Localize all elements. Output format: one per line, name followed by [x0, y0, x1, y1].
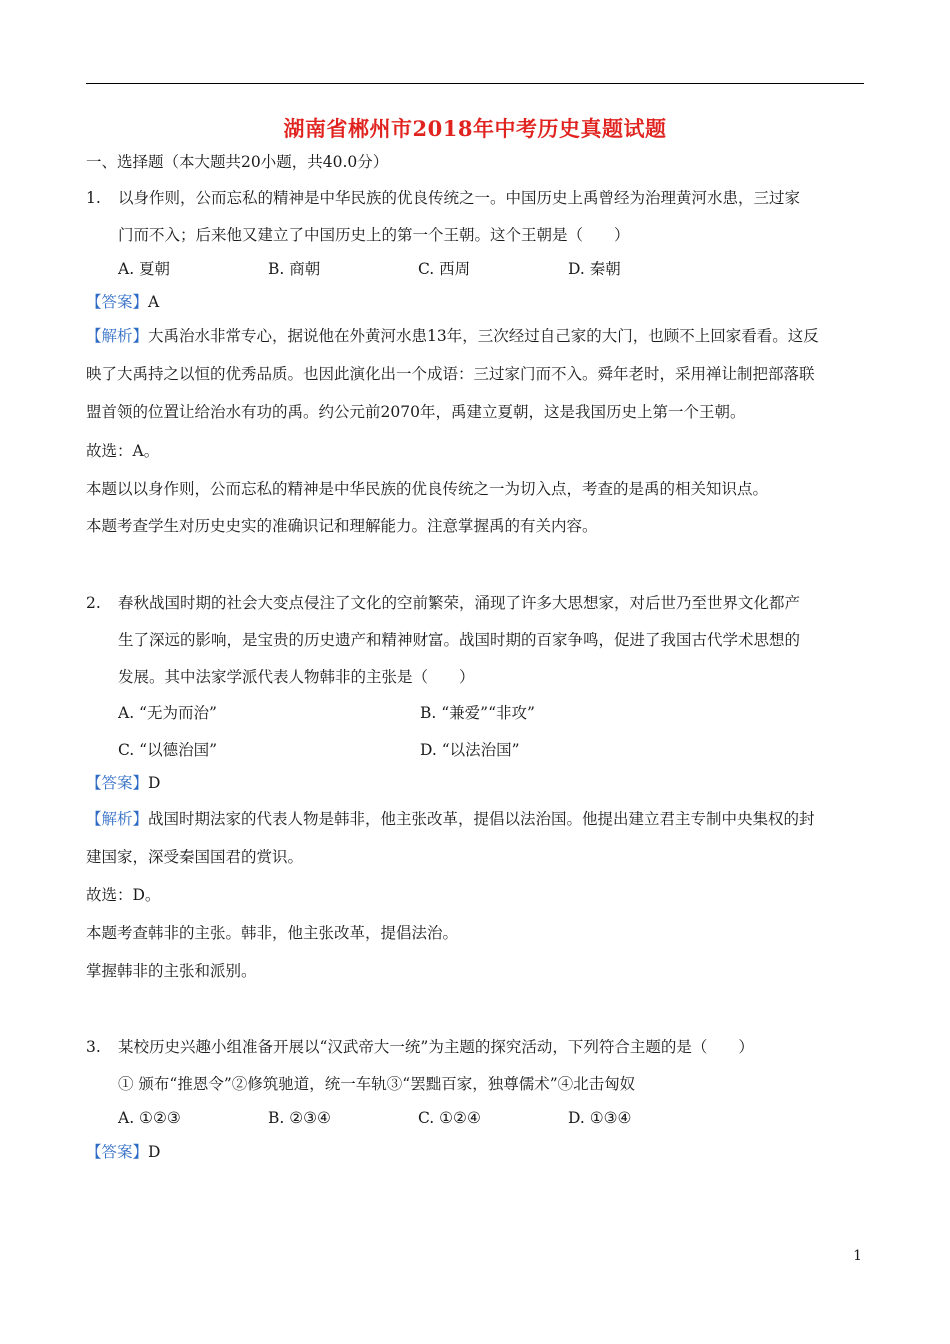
q2-stem-line-3: 发展。其中法家学派代表人物韩非的主张是（ ）: [118, 668, 475, 686]
answer-label: 【答案】: [86, 774, 149, 792]
answer-label: 【答案】: [86, 1143, 149, 1161]
header-rule: [86, 83, 864, 84]
q1-option-a: A. 夏朝: [118, 260, 171, 278]
q2-stem-line-1: 2. 春秋战国时期的社会大变点侵注了文化的空前繁荣，涌现了许多大思想家，对后世乃至世界文化都产: [86, 594, 801, 612]
q1-answer: 【答案】A: [86, 293, 160, 311]
q2-stem-line-2: 生了深远的影响，是宝贵的历史遗产和精神财富。战国时期的百家争鸣，促进了我国古代学术思想的: [118, 631, 801, 649]
q3-option-b: B. ②③④: [268, 1109, 331, 1127]
q1-choice: 故选：A。: [86, 442, 160, 460]
page-number: 1: [853, 1248, 862, 1264]
q2-answer: 【答案】D: [86, 774, 161, 792]
q2-note-2: 掌握韩非的主张和派别。: [86, 962, 257, 980]
q1-analysis-line-1: 【解析】大禹治水非常专心，据说他在外黄河水患13年，三次经过自己家的大门，也顾不上回家看看。这反: [86, 327, 819, 345]
analysis-label: 【解析】: [86, 327, 149, 345]
q1-option-b: B. 商朝: [268, 260, 321, 278]
page-title: 湖南省郴州市2018年中考历史真题试题: [283, 116, 667, 141]
q1-option-c: C. 西周: [418, 260, 471, 278]
q2-option-b: B. “兼爱”“非攻”: [420, 704, 535, 722]
q3-option-d: D. ①③④: [568, 1109, 632, 1127]
q2-option-a: A. “无为而治”: [118, 704, 217, 722]
q3-number: 3.: [86, 1038, 101, 1056]
section-heading: 一、选择题（本大题共20小题，共40.0分）: [86, 153, 389, 171]
q2-note-1: 本题考查韩非的主张。韩非，他主张改革，提倡法治。: [86, 924, 459, 942]
q1-stem-line-2: 门而不入；后来他又建立了中国历史上的第一个王朝。这个王朝是（ ）: [118, 226, 630, 244]
q1-option-d: D. 秦朝: [568, 260, 621, 278]
q1-note-2: 本题考查学生对历史史实的准确识记和理解能力。注意掌握禹的有关内容。: [86, 517, 598, 535]
q1-analysis-line-3: 盟首领的位置让给治水有功的禹。约公元前2070年，禹建立夏朝，这是我国历史上第一个王朝。: [86, 403, 746, 421]
analysis-label: 【解析】: [86, 810, 149, 828]
q1-stem-line-1: 1. 以身作则，公而忘私的精神是中华民族的优良传统之一。中国历史上禹曾经为治理黄河水患，三过家: [86, 189, 801, 207]
q3-stem-line-1: 3. 某校历史兴趣小组准备开展以“汉武帝大一统”为主题的探究活动，下列符合主题的是（ ）: [86, 1038, 754, 1056]
q2-choice: 故选：D。: [86, 886, 161, 904]
q2-option-c: C. “以德治国”: [118, 741, 218, 759]
answer-label: 【答案】: [86, 293, 149, 311]
q2-analysis-line-2: 建国家，深受秦国国君的赏识。: [86, 848, 304, 866]
q2-option-d: D. “以法治国”: [420, 741, 520, 759]
q3-answer: 【答案】D: [86, 1143, 161, 1161]
q3-option-c: C. ①②④: [418, 1109, 481, 1127]
q2-number: 2.: [86, 594, 101, 612]
q1-note-1: 本题以以身作则，公而忘私的精神是中华民族的优良传统之一为切入点，考查的是禹的相关知识点。: [86, 480, 769, 498]
q2-analysis-line-1: 【解析】战国时期法家的代表人物是韩非，他主张改革，提倡以法治国。他提出建立君主专制中央集权的封: [86, 810, 815, 828]
q1-analysis-line-2: 映了大禹持之以恒的优秀品质。也因此演化出一个成语：三过家门而不入。舜年老时，采用禅让制把部落联: [86, 365, 815, 383]
q3-option-a: A. ①②③: [118, 1109, 181, 1127]
q3-stem-line-2: ① 颁布“推恩令”②修筑驰道，统一车轨③“罢黜百家，独尊儒术”④北击匈奴: [118, 1075, 636, 1093]
q1-number: 1.: [86, 189, 101, 207]
